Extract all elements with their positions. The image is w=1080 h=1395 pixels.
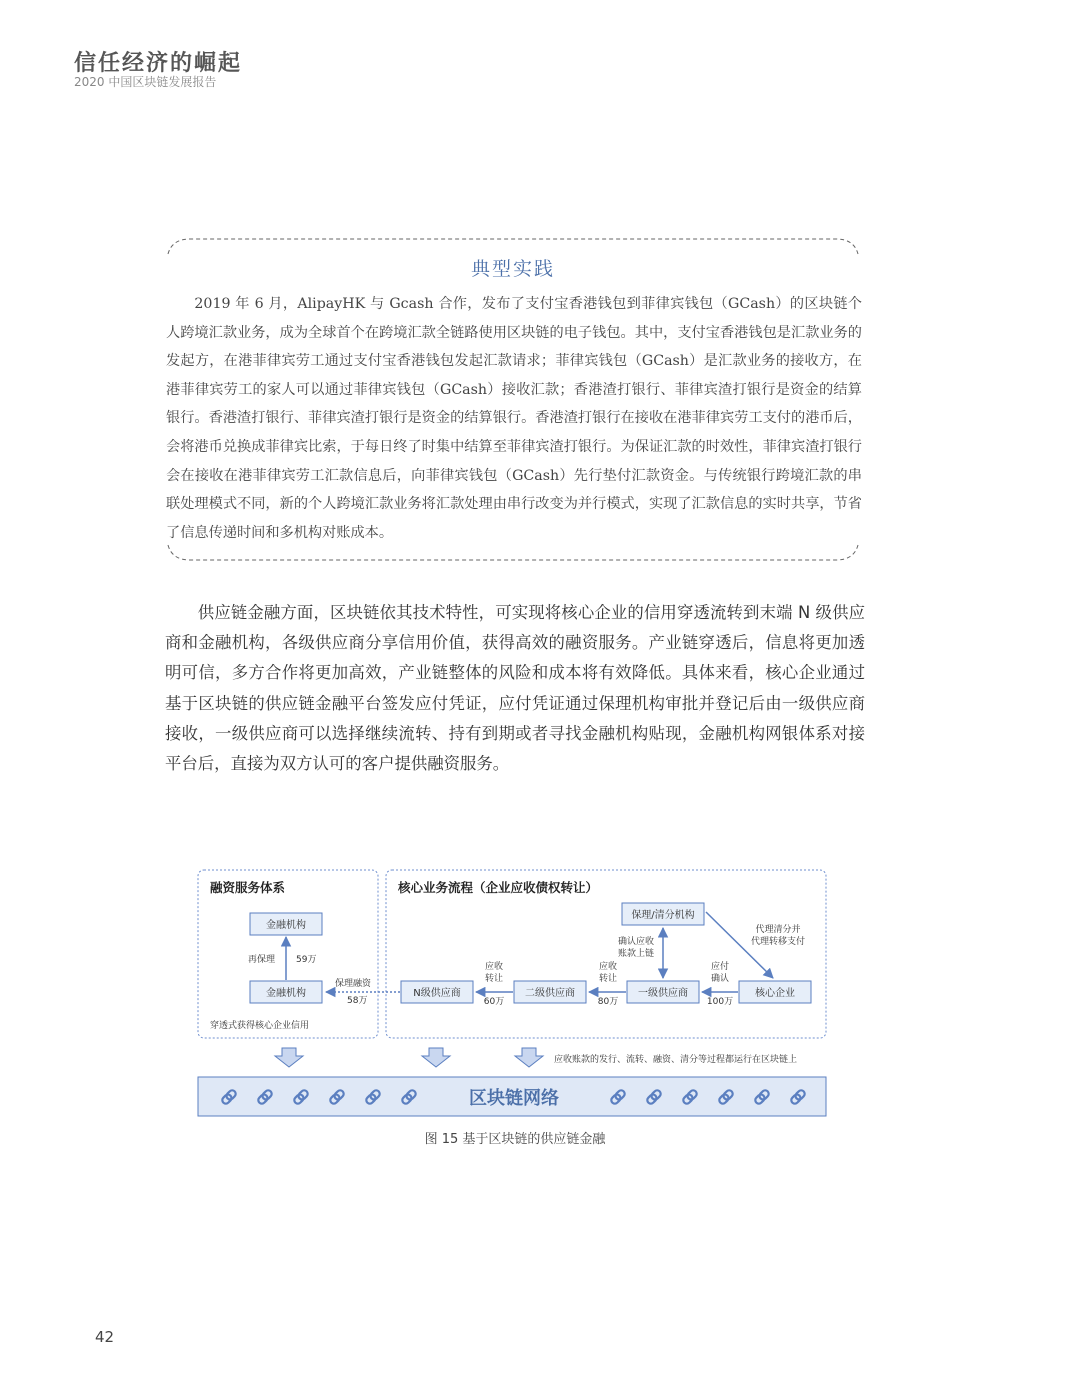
label-network: 区块链网络	[469, 1088, 559, 1109]
supply-chain-diagram	[196, 866, 830, 1120]
label-ys-zr-1-b: 转让	[484, 974, 504, 984]
main-paragraph: 供应链金融方面，区块链依其技术特性，可实现将核心企业的信用穿透流转到末端 N 级供应商和金融机构，各级供应商分享信用价值，获得高效的融资服务。产业链穿透后，信息将更加透明可信，多方合作将更加高效，产业链整体的风险和成本将有效降低。具体来看，核心企业通过基于区块链的供应链金融平台签发应付凭证，应付凭证通过保理机构审批并登记后由一级供应商接收，一级供应商可以选择继续流转、持有到期或者寻找金融机构贴现，金融机构网银体系对接平台后，直接为双方认可的客户提供融资服务。	[165, 603, 865, 774]
label-amount-58: 58万	[347, 996, 368, 1006]
label-ys-zr-1-a: 应收	[484, 962, 504, 972]
right-panel-title: 核心业务流程（企业应收债权转让）	[398, 880, 599, 895]
svg-text:金融机构: 金融机构	[266, 988, 306, 999]
label-amount-59: 59万	[296, 955, 317, 965]
practice-body: 2019 年 6 月，AlipayHK 与 Gcash 合作，发布了支付宝香港钱包到菲律宾钱包（GCash）的区块链个人跨境汇款业务，成为全球首个在跨境汇款全链路使用区块链的电子钱包。其中，支付宝香港钱包是汇款业务的发起方，在港菲律宾劳工通过支付宝香港钱包发起汇款请求；菲律宾钱包（GCash）是汇款业务的接收方，在港菲律宾劳工的家人可以通过菲律宾钱包（GCash）接收汇款；香港渣打银行、菲律宾渣打银行是资金的结算银行。香港渣打银行、菲律宾渣打银行是资金的结算银行。香港渣打银行在接收在港菲律宾劳工支付的港币后，会将港币兑换成菲律宾比索，于每日终了时集中结算至菲律宾渣打银行。为保证汇款的时效性，菲律宾渣打银行会在接收在港菲律宾劳工汇款信息后，向菲律宾钱包（GCash）先行垫付汇款资金。与传统银行跨境汇款的串联处理模式不同，新的个人跨境汇款业务将汇款处理由串行改变为并行模式，实现了汇款信息的实时共享，节省了信息传递时间和多机构对账成本。	[166, 296, 862, 541]
svg-text:一级供应商: 一级供应商	[638, 988, 688, 999]
svg-text:金融机构: 金融机构	[266, 920, 306, 931]
figure-caption: 图 15 基于区块链的供应链金融	[424, 1132, 606, 1147]
node-jinrong-top	[250, 913, 322, 935]
label-note: 应收账款的发行、流转、融资、清分等过程都运行在区块链上	[554, 1055, 798, 1065]
down-arrow-1	[275, 1048, 303, 1067]
label-amount-100: 100万	[706, 997, 734, 1007]
label-ys-zr-2-a: 应收	[598, 962, 618, 972]
left-panel	[198, 870, 378, 1038]
label-chuantou: 穿透式获得核心企业信用	[210, 1021, 310, 1031]
down-arrow-2	[422, 1048, 450, 1067]
label-amount-80: 80万	[597, 997, 619, 1007]
label-baoli-rongzi: 保理融资	[335, 979, 372, 989]
label-dl-b: 代理转移支付	[750, 937, 806, 947]
supply-chain-figure	[196, 866, 830, 1120]
svg-text:核心企业: 核心企业	[755, 988, 795, 999]
node-n-supplier	[401, 981, 473, 1003]
svg-text:N级供应商: N级供应商	[413, 988, 461, 999]
left-panel-title: 融资服务体系	[210, 880, 286, 895]
page-number: 42	[95, 1328, 115, 1346]
label-zaibaoli: 再保理	[248, 955, 276, 965]
right-panel	[386, 870, 826, 1038]
node-jinrong-bottom	[250, 981, 322, 1003]
label-yf-qr-a: 应付	[710, 962, 730, 972]
label-qr-b: 账款上链	[617, 949, 655, 959]
node-first-supplier	[627, 981, 699, 1003]
practice-box	[160, 232, 866, 567]
report-title: 信任经济的崛起	[74, 51, 243, 76]
svg-text:保理/清分机构: 保理/清分机构	[631, 910, 695, 921]
label-yf-qr-b: 确认	[710, 974, 730, 984]
practice-title: 典型实践	[470, 258, 555, 280]
label-ys-zr-2-b: 转让	[598, 974, 618, 984]
label-qr-a: 确认应收	[617, 937, 655, 947]
svg-text:二级供应商: 二级供应商	[525, 988, 575, 999]
node-core-enterprise	[739, 981, 811, 1003]
node-baoli	[622, 903, 704, 925]
node-second-supplier	[514, 981, 586, 1003]
report-subtitle: 2020 中国区块链发展报告	[74, 75, 217, 89]
label-amount-60: 60万	[483, 997, 505, 1007]
label-dl-a: 代理清分并	[755, 925, 801, 935]
down-arrow-3	[515, 1048, 543, 1067]
